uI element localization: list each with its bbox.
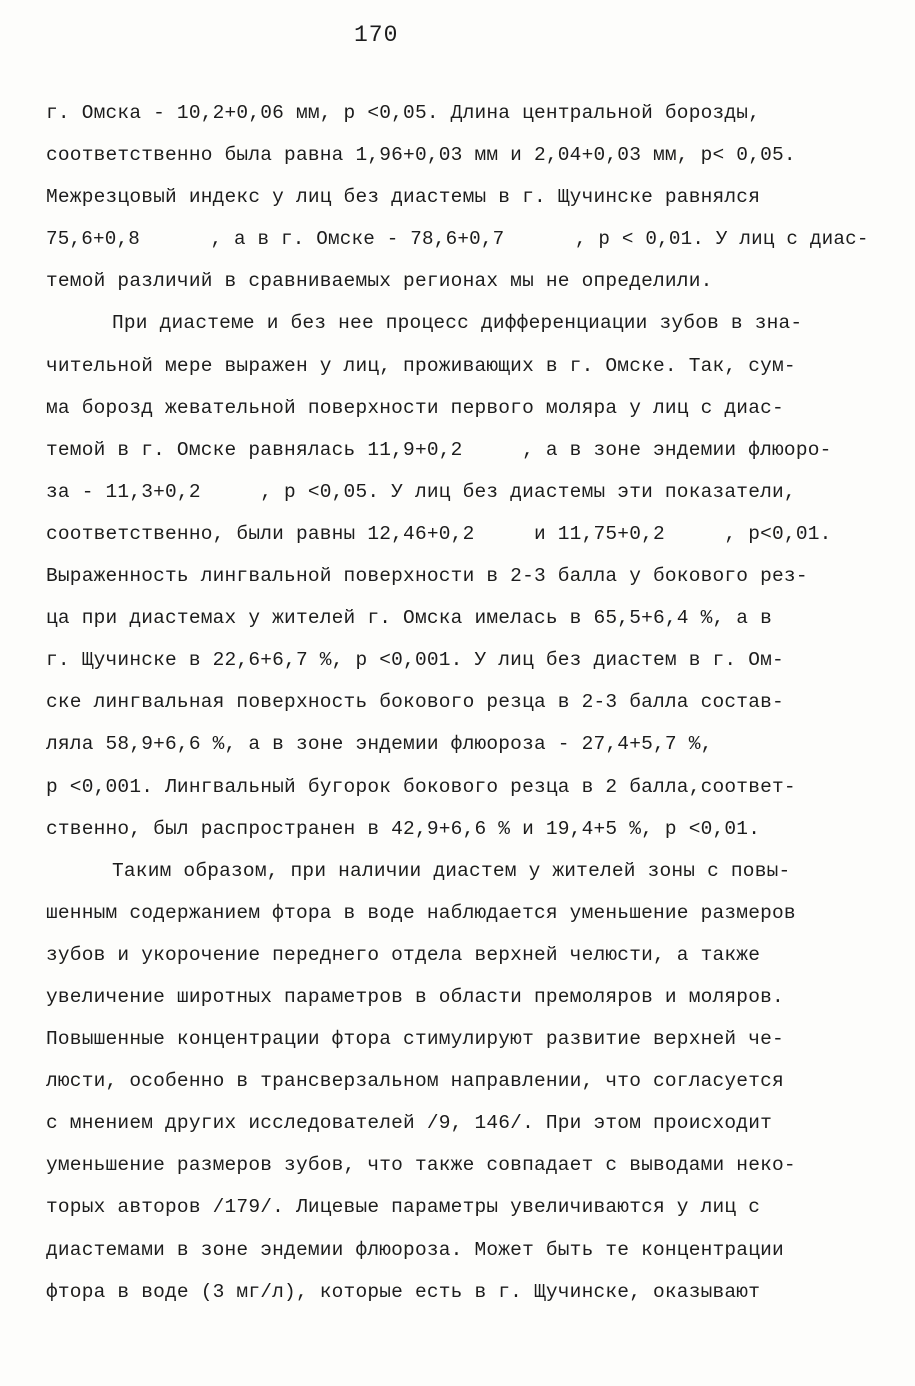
text-line: Выраженность лингвальной поверхности в 2-3 балла у бокового рез- xyxy=(46,565,808,588)
text-line: ске лингвальная поверхность бокового резца в 2-3 балла состав- xyxy=(46,691,784,714)
text-line: уменьшение размеров зубов, что также совпадает с выводами неко- xyxy=(46,1154,796,1177)
text-line: с мнением других исследователей /9, 146/. При этом происходит xyxy=(46,1112,773,1135)
text-line: фтора в воде (3 мг/л), которые есть в г. Щучинске, оказывают xyxy=(46,1280,761,1303)
text-line: 75,6+0,8 , а в г. Омске - 78,6+0,7 , р < 0,01. У лиц с диас- xyxy=(46,228,869,251)
text-line: г. Омска - 10,2+0,06 мм, р <0,05. Длина центральной борозды, xyxy=(46,102,761,124)
text-line: темой в г. Омске равнялась 11,9+0,2 , а в зоне эндемии флюоро- xyxy=(46,438,832,461)
page-number: 170 xyxy=(354,22,399,48)
text-line: торых авторов /179/. Лицевые параметры увеличиваются у лиц с xyxy=(46,1196,761,1219)
text-line: люсти, особенно в трансверзальном направлении, что согласуется xyxy=(46,1070,784,1093)
text-line: р <0,001. Лингвальный бугорок бокового резца в 2 балла,соответ- xyxy=(46,775,796,798)
text-line: ца при диастемах у жителей г. Омска имелась в 65,5+6,4 %, а в xyxy=(46,607,773,630)
text-line: шенным содержанием фтора в воде наблюдается уменьшение размеров xyxy=(46,901,796,924)
text-line: за - 11,3+0,2 , р <0,05. У лиц без диастемы эти показатели, xyxy=(46,480,796,503)
text-line: Таким образом, при наличии диастем у жителей зоны с повы- xyxy=(112,859,791,882)
text-line: При диастеме и без нее процесс дифференциации зубов в зна- xyxy=(112,312,803,335)
text-line: диастемами в зоне эндемии флюороза. Может быть те концентрации xyxy=(46,1238,784,1261)
text-line: соответственно, были равны 12,46+0,2 и 11,75+0,2 , р<0,01. xyxy=(46,522,832,545)
text-line: г. Щучинске в 22,6+6,7 %, р <0,001. У лиц без диастем в г. Ом- xyxy=(46,649,784,672)
text-line: ляла 58,9+6,6 %, а в зоне эндемии флюороза - 27,4+5,7 %, xyxy=(46,733,713,756)
text-line: зубов и укорочение переднего отдела верхней челюсти, а также xyxy=(46,943,761,966)
text-line: ма борозд жевательной поверхности первого моляра у лиц с диас- xyxy=(46,396,784,419)
body-text xyxy=(46,92,876,1313)
text-line: темой различий в сравниваемых регионах мы не определили. xyxy=(46,270,713,293)
text-line: Межрезцовый индекс у лиц без диастемы в г. Щучинске равнялся xyxy=(46,186,761,209)
text-line: увеличение широтных параметров в области премоляров и моляров. xyxy=(46,985,784,1008)
text-line: чительной мере выражен у лиц, проживающих в г. Омске. Так, сум- xyxy=(46,354,796,377)
text-line: Повышенные концентрации фтора стимулируют развитие верхней че- xyxy=(46,1028,784,1051)
text-line: ственно, был распространен в 42,9+6,6 % и 19,4+5 %, р <0,01. xyxy=(46,817,761,840)
text-line: соответственно была равна 1,96+0,03 мм и 2,04+0,03 мм, р< 0,05. xyxy=(46,144,796,167)
